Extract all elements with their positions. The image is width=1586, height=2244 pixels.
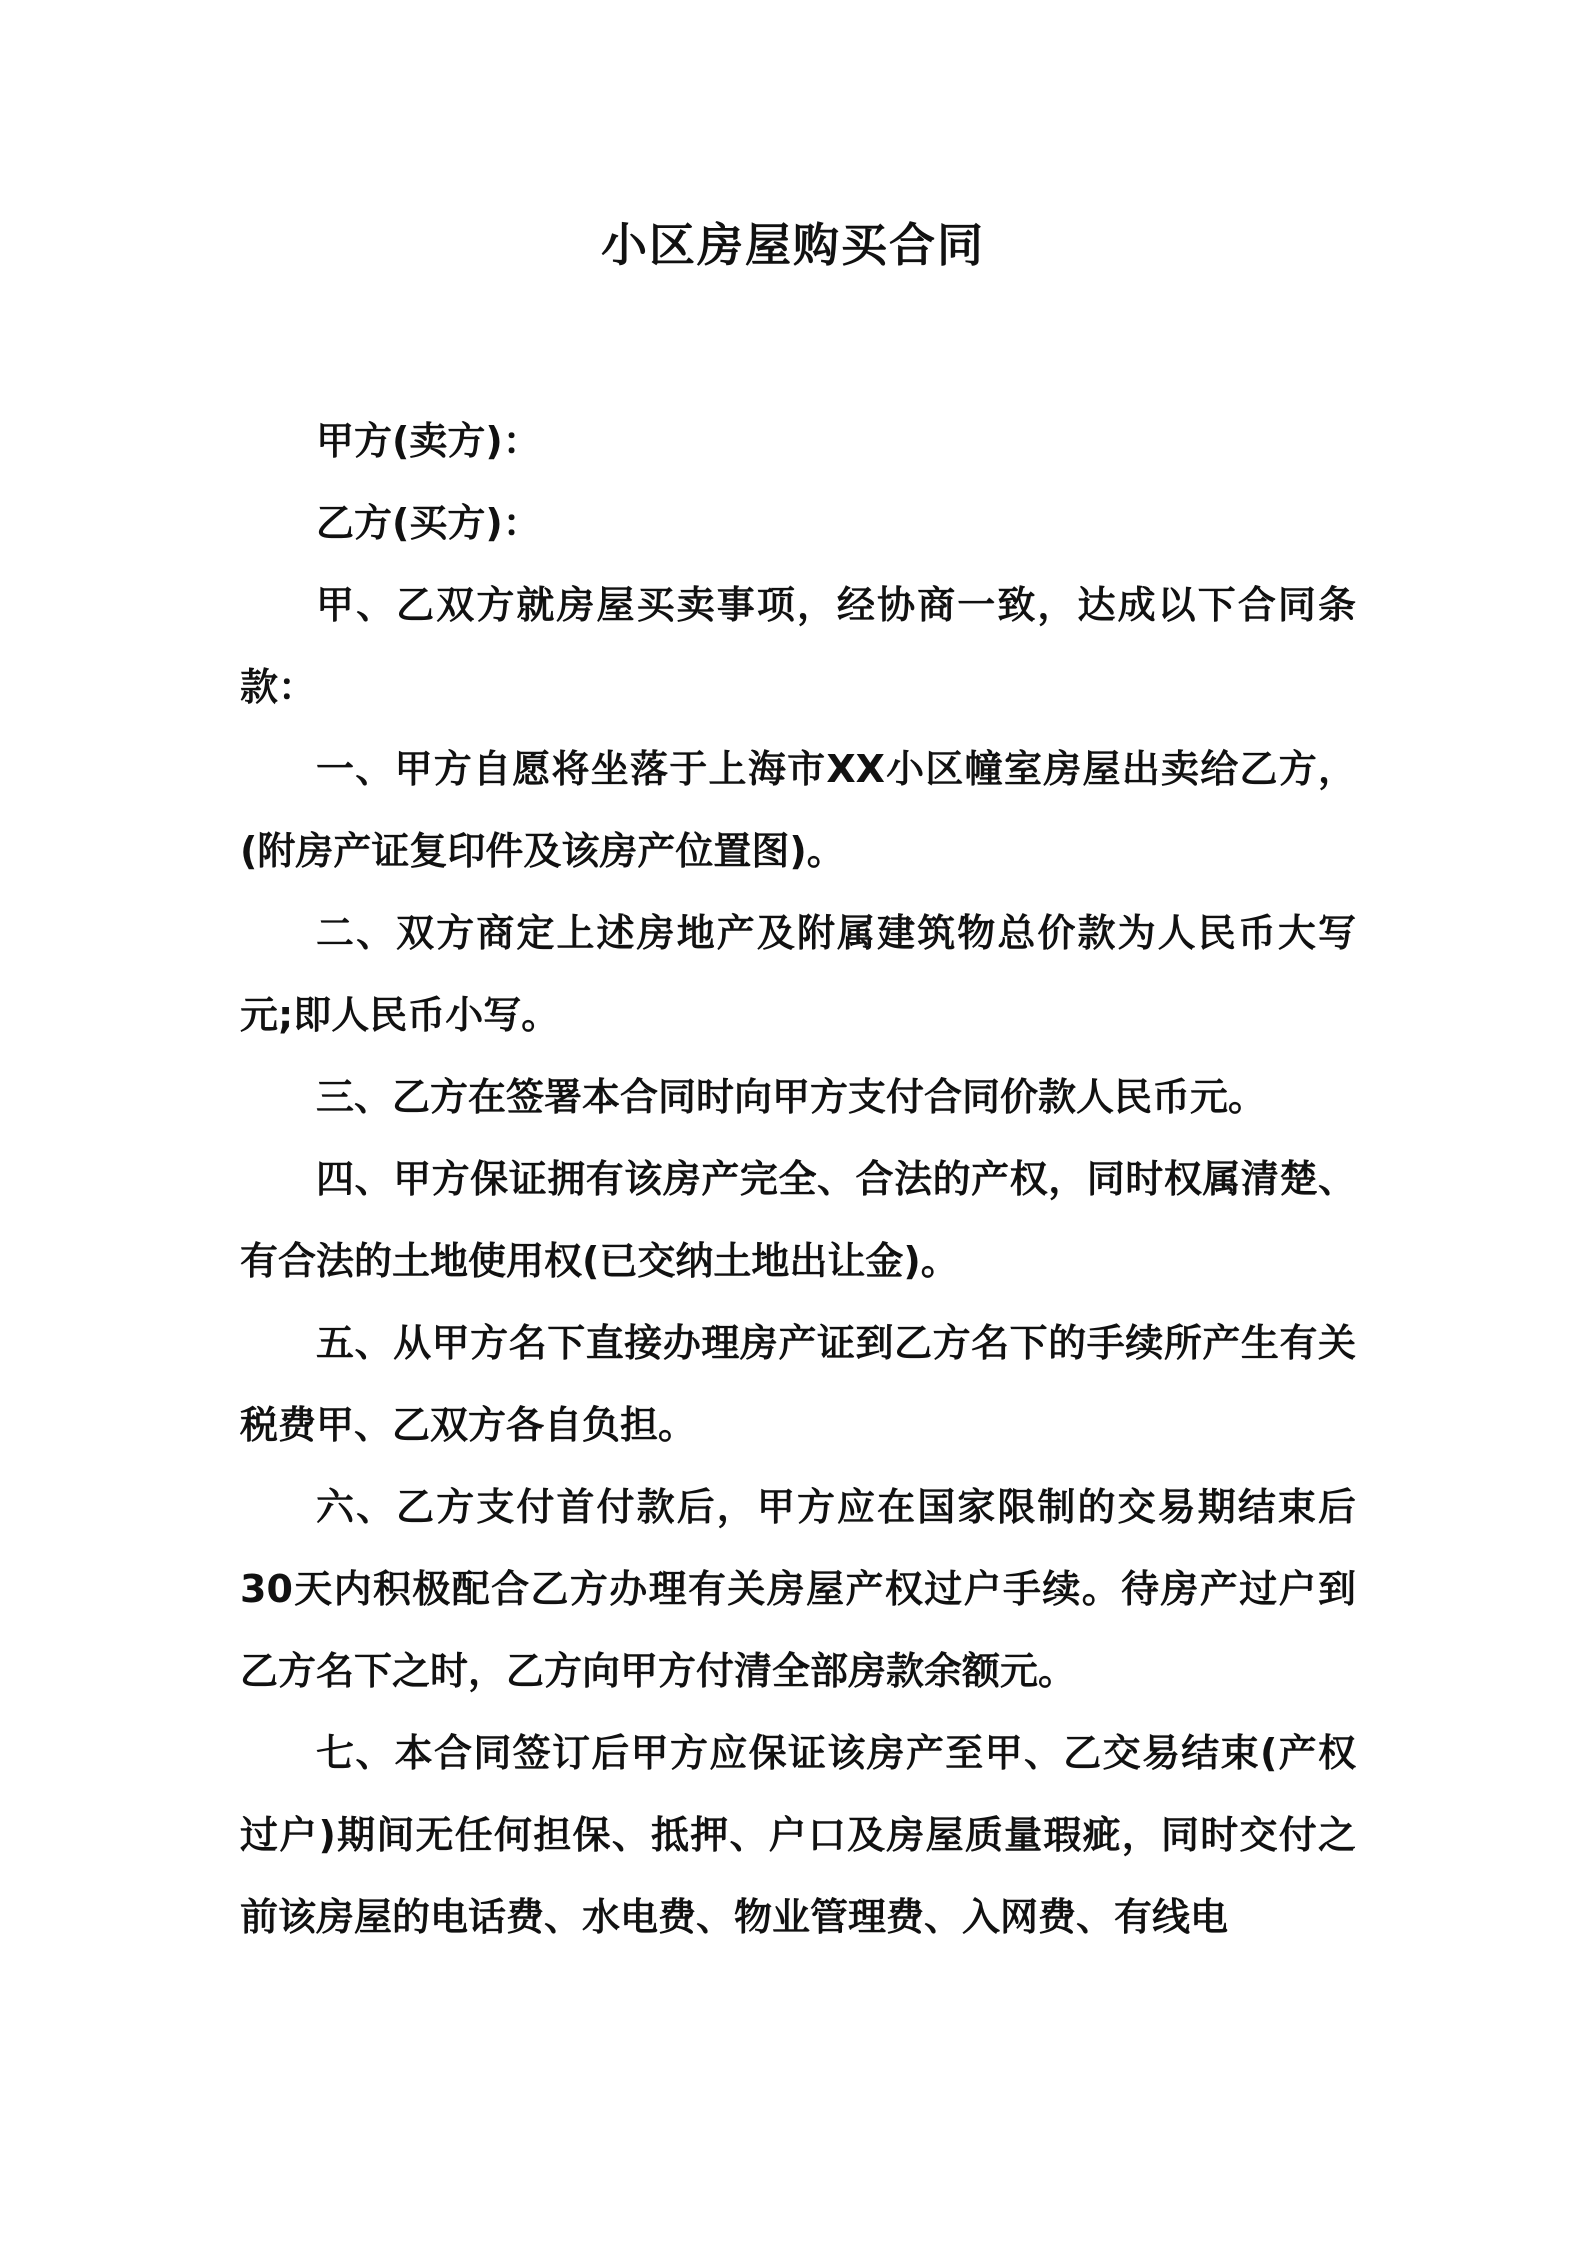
paragraph-clause-5: 五、从甲方名下直接办理房产证到乙方名下的手续所产生有关税费甲、乙双方各自负担。 bbox=[240, 1321, 1356, 1447]
paragraph-clause-4: 四、甲方保证拥有该房产完全、合法的产权，同时权属清楚、有合法的土地使用权(已交纳土地出让金)。 bbox=[240, 1157, 1356, 1283]
paragraph-clause-6: 六、乙方支付首付款后，甲方应在国家限制的交易期结束后30天内积极配合乙方办理有关房屋产权过户手续。待房产过户到乙方名下之时，乙方向甲方付清全部房款余额元。 bbox=[240, 1485, 1356, 1693]
paragraph-clause-7: 七、本合同签订后甲方应保证该房产至甲、乙交易结束(产权过户)期间无任何担保、抵押、户口及房屋质量瑕疵，同时交付之前该房屋的电话费、水电费、物业管理费、入网费、有线电 bbox=[240, 1731, 1356, 1939]
paragraph-clause-2: 二、双方商定上述房地产及附属建筑物总价款为人民币大写元;即人民币小写。 bbox=[240, 911, 1356, 1037]
paragraph-party-a: 甲方(卖方)： bbox=[316, 419, 541, 463]
document-body bbox=[240, 400, 1356, 1958]
paragraph-preamble: 甲、乙双方就房屋买卖事项，经协商一致，达成以下合同条款： bbox=[240, 583, 1356, 709]
paragraph-clause-3: 三、乙方在签署本合同时向甲方支付合同价款人民币元。 bbox=[316, 1075, 1267, 1119]
paragraph-clause-1: 一、甲方自愿将坐落于上海市XX小区幢室房屋出卖给乙方，(附房产证复印件及该房产位置图)。 bbox=[240, 747, 1356, 873]
document-title: 小区房屋购买合同 bbox=[601, 218, 985, 272]
paragraph-party-b: 乙方(买方)： bbox=[316, 501, 541, 545]
